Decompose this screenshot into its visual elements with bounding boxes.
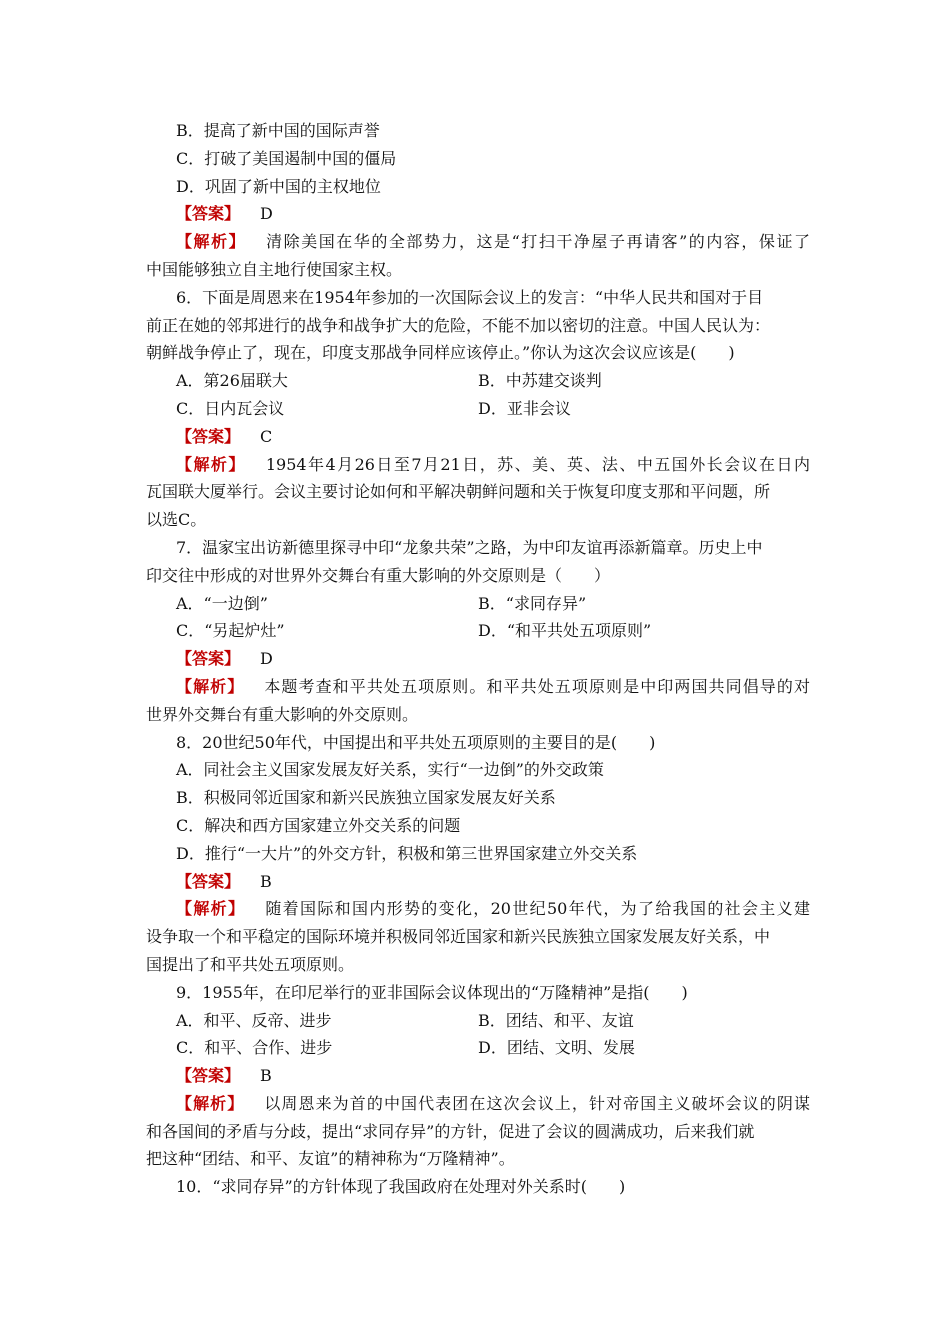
analysis-tag: 【解析】 [176,232,247,252]
q6-option-a: A．第26届联大 [176,371,288,391]
answer-value: B [260,1066,272,1086]
answer-value: D [260,649,273,669]
q7-option-c: C．“另起炉灶” [176,621,285,641]
q9-analysis-line-1 [146,1090,810,1118]
q9-analysis-line-2: 和各国间的矛盾与分歧，提出“求同存异”的方针，促进了会议的圆满成功，后来我们就 [146,1121,755,1141]
q6-options-row-1 [146,367,810,395]
analysis-tag: 【解析】 [176,899,246,919]
q7-option-a: A．“一边倒” [176,593,268,613]
q9-options-row-1 [146,1007,810,1035]
q7-analysis-line-1 [146,673,810,701]
analysis-tag: 【解析】 [176,1093,245,1113]
q7-stem-line-1: 7．温家宝出访新德里探寻中印“龙象共荣”之路，为中印友谊再添新篇章。历史上中 [176,537,763,557]
answer-tag: 【答案】 [176,426,241,446]
answer-tag: 【答案】 [176,204,241,224]
q5-option-c: C．打破了美国遏制中国的僵局 [176,148,397,168]
q6-analysis-line-1 [146,451,810,479]
q6-analysis-line-3: 以选C。 [146,510,207,530]
analysis-text: 以周恩来为首的中国代表团在这次会议上，针对帝国主义破坏会议的阴谋 [264,1093,810,1113]
q8-analysis-line-1 [146,895,810,923]
q6-stem-line-2: 前正在她的邻邦进行的战争和战争扩大的危险，不能不加以密切的注意。中国人民认为： [146,315,771,335]
q5-answer [146,200,810,228]
q6-stem-line-3: 朝鲜战争停止了，现在，印度支那战争同样应该停止。”你认为这次会议应该是( ) [146,343,735,363]
answer-tag: 【答案】 [176,649,241,669]
analysis-text: 清除美国在华的全部势力，这是“打扫干净屋子再请客”的内容，保证了 [266,232,810,252]
q7-answer [146,645,810,673]
q8-option-b: B．积极同邻近国家和新兴民族独立国家发展友好关系 [176,788,556,808]
analysis-text: 本题考查和平共处五项原则。和平共处五项原则是中印两国共同倡导的对 [264,676,810,696]
analysis-text: 1954年4月26日至7月21日，苏、美、英、法、中五国外长会议在日内 [265,454,810,474]
q6-option-d: D．亚非会议 [478,398,571,418]
q6-options-row-2 [146,395,810,423]
q8-analysis-line-3: 国提出了和平共处五项原则。 [146,954,355,974]
q9-options-row-2 [146,1034,810,1062]
q8-option-d: D．推行“一大片”的外交方针，积极和第三世界国家建立外交关系 [176,843,638,863]
q9-option-b: B．团结、和平、友谊 [478,1010,634,1030]
q8-option-c: C．解决和西方国家建立外交关系的问题 [176,815,461,835]
q10-stem-line-1: 10．“求同存异”的方针体现了我国政府在处理对外关系时( ) [176,1177,626,1197]
q8-analysis-line-2: 设争取一个和平稳定的国际环境并积极同邻近国家和新兴民族独立国家发展友好关系，中 [146,927,771,947]
q7-analysis-line-2: 世界外交舞台有重大影响的外交原则。 [146,704,419,724]
q8-answer [146,868,810,896]
answer-value: B [260,871,272,891]
answer-value: D [260,204,273,224]
answer-value: C [260,426,273,446]
q5-option-d: D．巩固了新中国的主权地位 [176,176,381,196]
q6-option-c: C．日内瓦会议 [176,398,285,418]
q5-option-b: B．提高了新中国的国际声誉 [176,121,380,140]
answer-tag: 【答案】 [176,1066,241,1086]
q7-option-d: D．“和平共处五项原则” [478,621,652,641]
q8-option-a: A．同社会主义国家发展友好关系，实行“一边倒”的外交政策 [176,760,604,780]
answer-tag: 【答案】 [176,871,241,891]
q7-option-b: B．“求同存异” [478,593,587,613]
q8-stem-line-1: 8．20世纪50年代，中国提出和平共处五项原则的主要目的是( ) [176,732,656,752]
q7-options-row-1 [146,590,810,618]
q6-answer [146,423,810,451]
q9-stem-line-1: 9．1955年，在印尼举行的亚非国际会议体现出的“万隆精神”是指( ) [176,982,688,1002]
q9-option-a: A．和平、反帝、进步 [176,1010,332,1030]
analysis-tag: 【解析】 [176,676,245,696]
q6-option-b: B．中苏建交谈判 [478,371,602,391]
q9-option-d: D．团结、文明、发展 [478,1038,635,1058]
analysis-tag: 【解析】 [176,454,246,474]
q9-option-c: C．和平、合作、进步 [176,1038,333,1058]
q9-analysis-line-3: 把这种“团结、和平、友谊”的精神称为“万隆精神”。 [146,1149,515,1169]
question-content [146,117,810,1201]
q7-options-row-2 [146,617,810,645]
q5-analysis-line-1 [146,228,810,256]
analysis-text: 随着国际和国内形势的变化，20世纪50年代，为了给我国的社会主义建 [265,899,810,919]
q6-analysis-line-2: 瓦国联大厦举行。会议主要讨论如何和平解决朝鲜问题和关于恢复印度支那和平问题，所 [146,482,771,502]
q6-stem-line-1: 6．下面是周恩来在1954年参加的一次国际会议上的发言：“中华人民共和国对于目 [176,287,764,307]
q7-stem-line-2: 印交往中形成的对世界外交舞台有重大影响的外交原则是（ ） [146,565,611,585]
q9-answer [146,1062,810,1090]
q5-analysis-line-2: 中国能够独立自主地行使国家主权。 [146,259,403,279]
